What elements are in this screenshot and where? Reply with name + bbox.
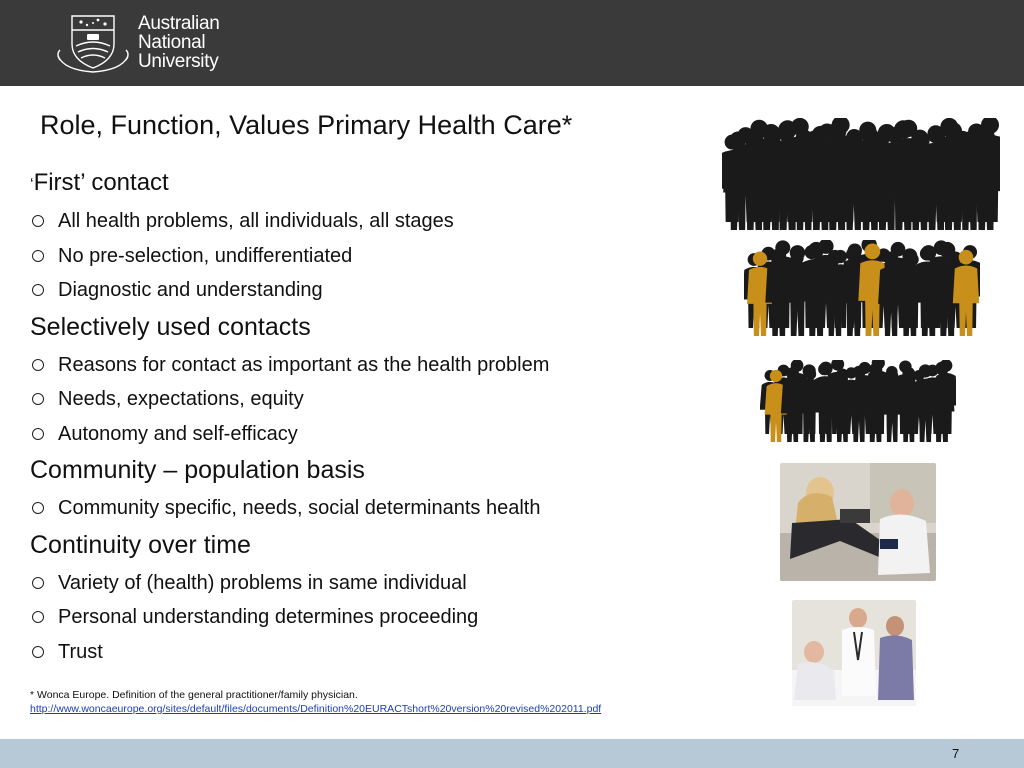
bullet-text: Variety of (health) problems in same individual [58,571,467,594]
logo-line: Australian [138,13,220,34]
bullet-text: All health problems, all individuals, all stages [58,210,454,232]
bullet-list [30,491,710,526]
bullet-list [30,204,710,308]
bullet-list [30,348,710,452]
bullet-text: Reasons for contact as important as the health problem [58,353,550,376]
footnote-link[interactable]: http://www.woncaeurope.org/sites/default/files/documents/Definition%20EURACTshort%20version%20revised%202011.pdf [30,703,602,715]
bullet-text: Autonomy and self-efficacy [58,422,298,445]
bullet-circle-icon [32,359,44,371]
bullet-item [30,600,710,635]
bullet-circle-icon [32,577,44,589]
bullet-item [30,348,710,383]
slide-content [30,168,710,673]
bullet-circle-icon [32,393,44,405]
logo-line: University [138,51,219,72]
bullet-list [30,566,710,670]
anu-crest-icon [54,10,132,76]
section-heading: Community – population basis [30,456,365,484]
quote-mark: ‘ [30,176,34,193]
bullet-circle-icon [32,215,44,227]
bullet-text: Diagnostic and understanding [58,279,323,301]
bullet-item [30,635,710,670]
bullet-circle-icon [32,250,44,262]
bullet-text: No pre-selection, undifferentiated [58,244,353,267]
bullet-item [30,491,710,526]
bullet-item [30,273,710,308]
care-team-bedside-photo [792,600,916,706]
bottom-bar [0,739,1024,768]
bullet-item [30,382,710,417]
doctor-measuring-blood-pressure-photo [780,463,936,581]
bullet-text: Personal understanding determines proceeding [58,606,479,628]
slide-title: Role, Function, Values Primary Health Care* [40,110,573,140]
section-heading [30,168,710,198]
bullet-circle-icon [32,611,44,623]
bullet-text: Needs, expectations, equity [58,388,304,410]
bullet-item [30,239,710,274]
bullet-circle-icon [32,502,44,514]
bullet-circle-icon [32,646,44,658]
bullet-text: Community specific, needs, social determinants health [58,497,541,519]
section-heading: Selectively used contacts [30,312,311,341]
section-heading: Continuity over time [30,530,251,559]
bullet-item [30,566,710,601]
footnote [30,688,601,716]
crowd-silhouettes-icon [722,118,1000,230]
logo-line: National [138,32,206,53]
footnote-text: * Wonca Europe. Definition of the general practitioner/family physician. [30,689,358,701]
bullet-text: Trust [58,640,103,663]
crowd-highlighted-icon [744,240,980,336]
page-number: 7 [952,746,960,761]
bullet-circle-icon [32,284,44,296]
section-heading-text: First’ contact [33,169,169,196]
bullet-item [30,204,710,239]
crowd-highlighted-small-icon [760,360,956,442]
header-bar [0,0,1024,86]
anu-wordmark [138,14,220,71]
bullet-item [30,417,710,452]
bullet-circle-icon [32,428,44,440]
